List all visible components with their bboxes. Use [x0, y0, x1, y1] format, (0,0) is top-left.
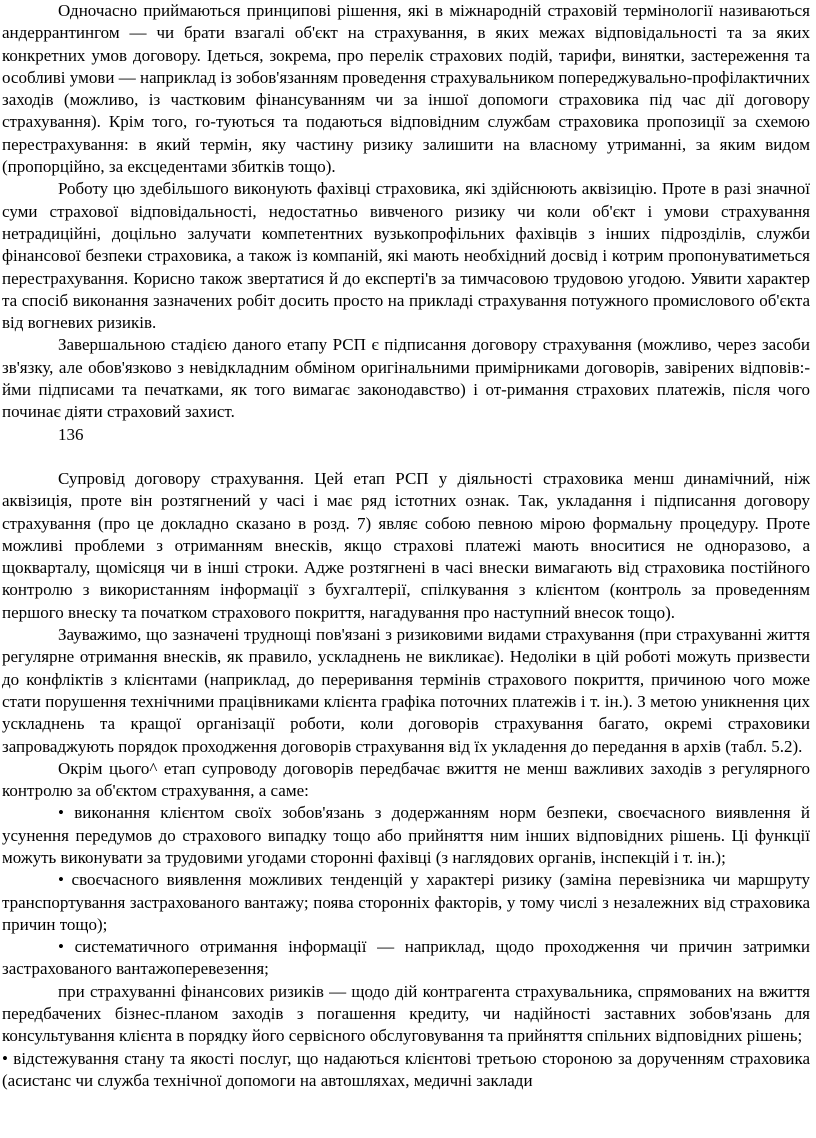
section-gap	[2, 446, 810, 468]
bullet-paragraph: • своєчасного виявлення можливих тенденцій у характері ризику (заміна перевізника чи маршруту транспортування застрахованого вантажу; поява сторонніх факторів, у тому числі з незалежних від страховика причин тощо);	[2, 870, 810, 934]
bullet-paragraph: • систематичного отримання інформації — наприклад, щодо проходження чи причин затримки застрахованого вантажоперевезення;	[2, 937, 810, 979]
paragraph: Супровід договору страхування. Цей етап РСП у діяльності страховика менш динамічний, ніж аквізиція, проте він розтягнений у часі і має ряд істотних ознак. Так, укладання і підписання договору страхування (про це докладно сказано в розд. 7) являє собою певною мірою формальну процедуру. Проте можливі проблеми з отриманням внесків, якщо страхові платежі мають вноситися не одноразово, а щокварталу, щомісяця чи в інші строки. Адже розтягнені в часі внески вимагають від страховика постійного контролю з використанням інформації з бухгалтерії, спілкування з клієнтом (контроль за проведенням першого внеску та початком страхового покриття, нагадування про наступний внесок тощо).	[2, 468, 810, 622]
bullet-paragraph: • відстежування стану та якості послуг, що надаються клієнтові третьою стороною за дорученням страховика (асистанс чи служба технічної допомоги на автошляхах, медичні заклади	[2, 1048, 810, 1090]
paragraph: Завершальною стадією даного етапу РСП є підписання договору страхування (можливо, через засоби зв'язку, але обов'язково з невідкладним обміном оригінальними примірниками договорів, завірених відповів:-йми підписами та печатками, як того вимагає законодавство) і от-римання страхових платежів, після чого починає діяти страховий захист.	[2, 335, 810, 422]
paragraph: Роботу цю здебільшого виконують фахівці страховика, які здійснюють аквізицію. Проте в разі значної суми страхової відповідальності, недостатньо вивченого ризику чи коли об'єкт і умови страхування нетрадиційні, доцільно залучати компетентних вузькопрофільних фахівців з інших підрозділів, служби фінансової безпеки страховика, а також із компаній, які мають необхідний досвід і котрим пропонуватиметься перестрахування. Корисно також звертатися й до експерті'в за тимчасовою трудовою угодою. Уявити характер та спосіб виконання зазначених робіт досить просто на прикладі страхування потужного промислового об'єкта від вогневих ризиків.	[2, 179, 810, 333]
paragraph: Одночасно приймаються принципові рішення, які в міжнародній страховій термінології називаються андеррантингом — чи брати взагалі об'єкт на страхування, в яких межах відповідальності та за яких конкретних умов договору. Ідеться, зокрема, про перелік страхових подій, тарифи, винятки, застереження та особливі умови — наприклад із зобов'язанням проведення страхувальником попереджувально-профілактичних заходів (можливо, із частковим фінансуванням чи за іншої допомоги страховика під час дії договору страхування). Крім того, го-туються та подаються відповідним службам страховика пропозиції за схемою перестрахування: в який термін, яку частину ризику залишити на власному утриманні, за яким видом (пропорційно, за ексцедентами збитків тощо).	[2, 1, 810, 177]
paragraph: при страхуванні фінансових ризиків — щодо дій контрагента страхувальника, спрямованих на вжиття передбачених бізнес-планом заходів з погашення кредиту, чи надійності заставних зобов'язань для консультування клієнта в порядку його сервісного обслуговування та прийняття спільних відповідних рішень;	[2, 981, 810, 1046]
page-number: 136	[58, 424, 84, 444]
paragraph: Окрім цього^ етап супроводу договорів передбачає вжиття не менш важливих заходів з регулярного контролю за об'єктом страхування, а саме:	[2, 758, 810, 801]
bullet-paragraph: • виконання клієнтом своїх зобов'язань з додержанням норм безпеки, своєчасного виявлення й усунення передумов до страхового випадку тощо або прийняття ним інших відповідних рішень. Ці функції можуть виконувати за трудовими угодами сторонні фахівці (з наглядових органів, інспекцій і т. ін.);	[2, 803, 810, 867]
paragraph: Зауважимо, що зазначені труднощі пов'язані з ризиковими видами страхування (при страхуванні життя регулярне отримання внесків, як правило, ускладнень не викликає). Недоліки в цій роботі можуть призвести до конфліктів з клієнтами (наприклад, до переривання термінів страхового покриття, причиною чого може стати порушення технічними працівниками клієнта графіка поточних платежів і т. ін.). З метою уникнення цих ускладнень та кращої організації роботи, коли договорів страхування багато, окремі страховики запроваджують порядок проходження договорів страхування від їх укладення до передання в архів (табл. 5.2).	[2, 625, 810, 756]
